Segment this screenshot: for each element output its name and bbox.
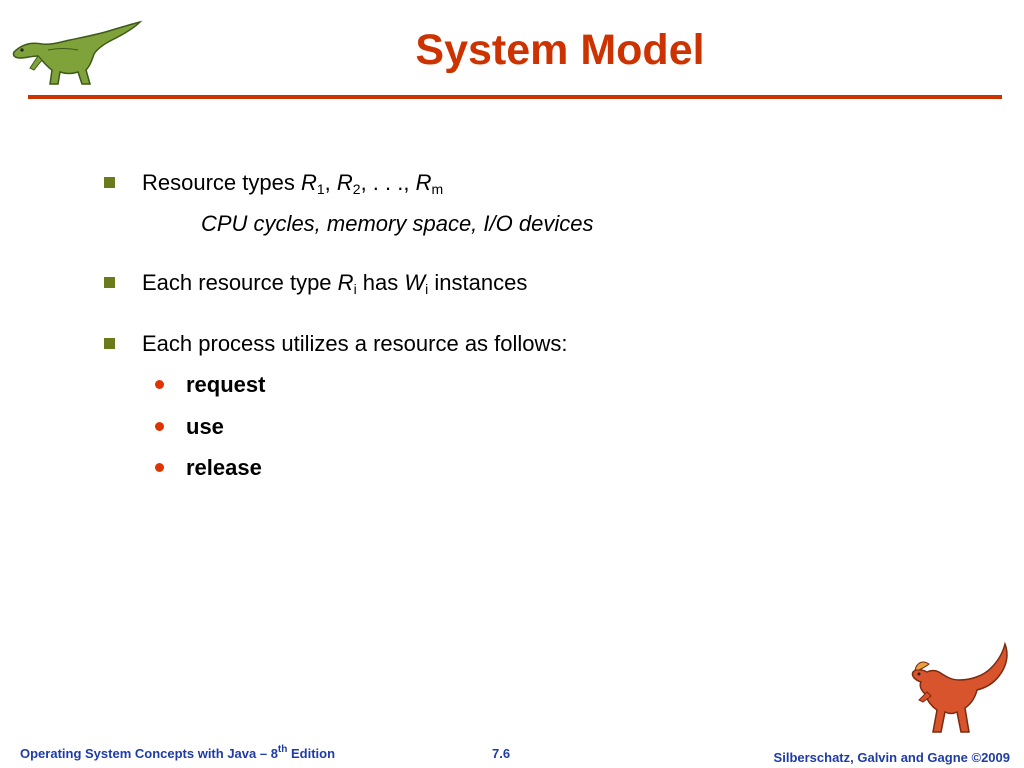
- title-divider: [28, 95, 1002, 99]
- round-bullet-icon: [155, 463, 164, 472]
- square-bullet-icon: [104, 277, 115, 288]
- slide: System Model Resource types $R_1$, $R_2$, . . ., $R_m$ CPU cycles, memory space, I/O devices Each resource type $R_i$ has $W_i$ instances Each process utilizes a resource as follows: request use release Operating System Concepts with Java – 8th Edition 7.6 Silberschatz, Galvin and Gagne ©2009: [0, 0, 1024, 768]
- bullet-text: Each process utilizes a resource as follows:: [142, 331, 568, 356]
- footer-page-number: 7.6: [492, 746, 511, 761]
- square-bullet-icon: [104, 338, 115, 349]
- slide-title: System Model: [415, 26, 705, 74]
- bullet-text: Resource types $R_1$, $R_2$, . . ., $R_m$: [142, 170, 444, 197]
- dinosaur-green-icon: [8, 18, 144, 90]
- round-bullet-icon: [155, 422, 164, 431]
- resource-examples: CPU cycles, memory space, I/O devices: [201, 211, 594, 236]
- dinosaur-red-icon: [905, 640, 1015, 740]
- round-bullet-icon: [155, 380, 164, 389]
- footer-copyright: Silberschatz, Galvin and Gagne ©2009: [773, 750, 1010, 765]
- footer-book-title: Operating System Concepts with Java – 8th Edition: [20, 744, 336, 761]
- square-bullet-icon: [104, 177, 115, 188]
- bullet-text: Each resource type $R_i$ has $W_i$ instances: [142, 270, 528, 297]
